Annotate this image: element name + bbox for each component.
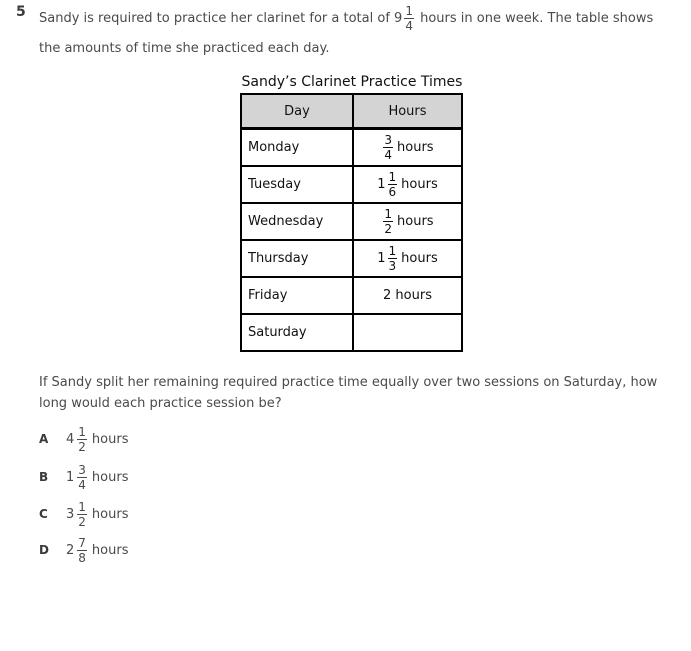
- hours-cell: [353, 129, 462, 167]
- day-cell: Wednesday: [241, 203, 353, 240]
- total-denominator: 4: [405, 19, 413, 33]
- day-cell: Friday: [241, 277, 353, 314]
- hours-value: [381, 207, 434, 236]
- hours-unit: hours: [401, 177, 438, 192]
- stem-text-1: Sandy is required to practice her clarinet for a total of: [39, 11, 390, 26]
- choice-unit: hours: [91, 506, 129, 522]
- hours-whole: 1: [377, 177, 386, 192]
- day-cell: Thursday: [241, 240, 353, 277]
- hours-numerator: 3: [384, 133, 393, 147]
- hours-cell: [353, 203, 462, 240]
- hours-unit: hours: [401, 251, 438, 266]
- choice-fraction: [77, 426, 87, 453]
- choice-value: [66, 501, 128, 528]
- answer-choice-a[interactable]: [39, 421, 128, 457]
- hours-unit: hours: [397, 140, 434, 155]
- question-prompt: If Sandy split her remaining required practice time equally over two sessions on Saturday, how long would each practice session be?: [39, 375, 658, 411]
- choice-numerator: 1: [78, 499, 86, 514]
- hours-numerator: 1: [388, 170, 397, 184]
- hours-numerator: 1: [384, 207, 393, 221]
- choice-denominator: 8: [78, 550, 86, 565]
- table-body: [241, 129, 462, 352]
- choice-letter: C: [39, 507, 48, 521]
- answer-choice-c[interactable]: [39, 496, 128, 532]
- hours-fraction: [383, 208, 393, 235]
- hours-whole: 1: [377, 251, 386, 266]
- table-row: [241, 166, 462, 203]
- question-stem: [39, 4, 669, 64]
- header-day: Day: [241, 94, 353, 129]
- header-hours: Hours: [353, 94, 462, 129]
- hours-fraction: [383, 134, 393, 161]
- choice-fraction: [77, 501, 87, 528]
- table-title: Sandy’s Clarinet Practice Times: [241, 74, 463, 90]
- table-row: [241, 314, 462, 351]
- choice-denominator: 4: [78, 477, 86, 492]
- choice-denominator: 2: [78, 439, 86, 454]
- choice-denominator: 2: [78, 514, 86, 529]
- choice-whole: 1: [66, 469, 75, 485]
- table-row: [241, 240, 462, 277]
- choice-numerator: 7: [78, 535, 86, 550]
- choice-unit: hours: [91, 542, 129, 558]
- question-number: 5: [16, 4, 26, 20]
- total-fraction: [404, 5, 414, 32]
- hours-denominator: 6: [388, 185, 397, 199]
- choice-unit: hours: [91, 431, 129, 447]
- hours-denominator: 3: [388, 259, 397, 273]
- choice-letter: A: [39, 432, 49, 446]
- day-cell: Tuesday: [241, 166, 353, 203]
- total-whole: 9: [394, 11, 403, 26]
- choice-whole: 3: [66, 506, 75, 522]
- hours-value: [377, 244, 438, 273]
- hours-value: [377, 170, 438, 199]
- hours-cell: [353, 240, 462, 277]
- table-header-row: [241, 94, 462, 129]
- choice-numerator: 3: [78, 462, 86, 477]
- hours-unit: hours: [397, 214, 434, 229]
- day-cell: Monday: [241, 129, 353, 167]
- choice-unit: hours: [91, 469, 129, 485]
- table-row: [241, 203, 462, 240]
- choice-whole: 4: [66, 431, 75, 447]
- choice-fraction: [77, 537, 87, 564]
- stem-text-2: hours in one week. The table shows the amounts of time she practiced each day.: [39, 11, 654, 56]
- total-hours-mixed-number: [394, 4, 420, 33]
- hours-denominator: 4: [384, 148, 393, 162]
- choice-value: [66, 426, 128, 453]
- hours-denominator: 2: [384, 222, 393, 236]
- choice-fraction: [77, 464, 87, 491]
- choice-value: [66, 464, 128, 491]
- hours-fraction: [388, 171, 398, 198]
- choice-letter: B: [39, 470, 49, 484]
- hours-cell: [353, 166, 462, 203]
- choice-letter: D: [39, 543, 49, 557]
- answer-choice-b[interactable]: [39, 459, 128, 495]
- table-row: [241, 277, 462, 314]
- hours-value: [381, 133, 434, 162]
- hours-cell: [353, 314, 462, 351]
- total-numerator: 1: [405, 4, 413, 18]
- choice-whole: 2: [66, 542, 75, 558]
- hours-numerator: 1: [388, 244, 397, 258]
- answer-choice-d[interactable]: [39, 532, 128, 568]
- table-row: [241, 129, 462, 167]
- choice-value: [66, 537, 128, 564]
- day-cell: Saturday: [241, 314, 353, 351]
- hours-cell: [353, 277, 462, 314]
- hours-fraction: [388, 245, 398, 272]
- choice-numerator: 1: [78, 424, 86, 439]
- practice-times-table: [240, 93, 463, 352]
- hours-text: 2 hours: [383, 288, 432, 303]
